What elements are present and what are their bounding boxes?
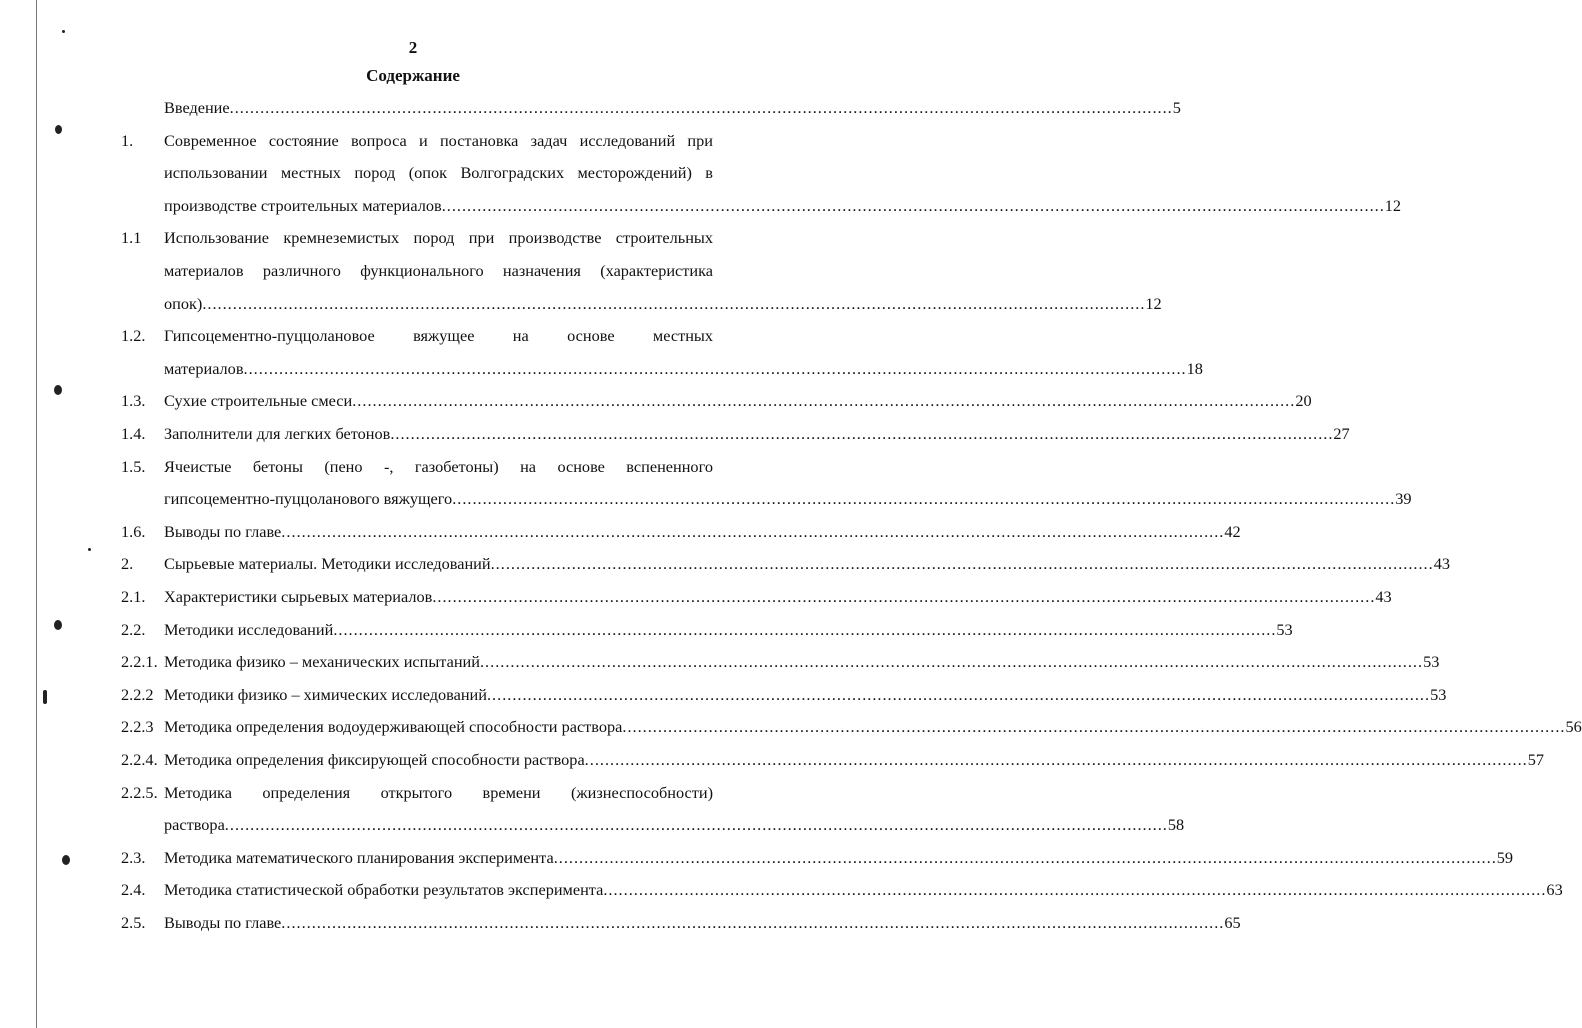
scan-speck [54, 385, 62, 395]
toc-entry-number: 2.2.2 [121, 684, 154, 704]
toc-entry-line-with-page [164, 585, 1392, 609]
dot-leader: .......................................................................................................................................................................................... [243, 358, 1187, 378]
dot-leader: .......................................................................................................................................................................................... [224, 815, 1168, 835]
dot-leader: .......................................................................................................................................................................................... [352, 391, 1296, 411]
toc-entry-number: 2.2.1. [121, 652, 158, 672]
toc-entry-line-with-page [164, 357, 1203, 381]
toc-entry-title: Методика определения водоудерживающей способности раствора [164, 717, 623, 737]
toc-entry-line: использовании местных пород (опок Волгоградских месторождений) в [164, 163, 713, 183]
toc-entry-number: 2.2.5. [121, 782, 158, 802]
dot-leader: .......................................................................................................................................................................................... [622, 717, 1566, 737]
toc-entry-title: раствора [164, 815, 225, 835]
toc-entry-title: Сухие строительные смеси [164, 391, 353, 411]
toc-entry-title: производстве строительных материалов [164, 195, 442, 215]
toc-entry-title: гипсоцементно-пуццоланового вяжущего [164, 489, 453, 509]
dot-leader: .......................................................................................................................................................................................... [333, 619, 1277, 639]
toc-entry-line-with-page [164, 292, 1162, 316]
scan-speck [62, 30, 65, 33]
toc-entry-line: Современное состояние вопроса и постановка задач исследований при [164, 130, 713, 150]
dot-leader: .......................................................................................................................................................................................... [432, 587, 1376, 606]
toc-entry-line: Ячеистые бетоны (пено -, газобетоны) на основе вспененного [164, 456, 713, 476]
toc-entry-title: Методика статистической обработки результатов эксперимента [164, 880, 604, 900]
toc-entry-title: Методика физико – механических испытаний [164, 652, 480, 672]
toc-entry-number: 2.2.3 [121, 717, 154, 737]
toc-page-number: 42 [1224, 521, 1241, 541]
toc-entry-title: материалов [164, 358, 244, 378]
dot-leader: .......................................................................................................................................................................................... [281, 521, 1225, 541]
toc-entry-number: 1.2. [121, 326, 146, 346]
toc-entry-line: Гипсоцементно-пуццолановое вяжущее на основе местных [164, 326, 713, 346]
toc-page-number: 39 [1395, 489, 1412, 509]
toc-entry-title: Введение [164, 98, 230, 117]
toc-page-number: 43 [1375, 587, 1392, 606]
toc-entry-line-with-page [164, 813, 1185, 837]
toc-page-number: 27 [1333, 424, 1350, 443]
toc-entry-number: 2.5. [121, 913, 146, 932]
toc-entry-line-with-page [164, 422, 1350, 446]
toc-entry-number: 1.1 [121, 228, 142, 248]
toc-page-number: 58 [1167, 815, 1185, 835]
toc-entry-number: 1. [121, 130, 134, 150]
toc-entry-line-with-page [164, 618, 1293, 642]
scan-speck [88, 548, 91, 551]
toc-entry-title: Характеристики сырьевых материалов [164, 587, 433, 606]
toc-entry-title: опок) [164, 293, 203, 313]
toc-page-number: 43 [1433, 554, 1450, 574]
toc-entry-number: 1.5. [121, 456, 146, 476]
dot-leader: .......................................................................................................................................................................................... [452, 489, 1396, 509]
dot-leader: .......................................................................................................................................................................................... [441, 195, 1385, 215]
toc-entry-number: 2.2. [121, 619, 146, 639]
toc-entry-line-with-page [164, 487, 1412, 511]
dot-leader: .......................................................................................................................................................................................... [281, 913, 1225, 932]
scan-speck [62, 855, 70, 865]
dot-leader: .......................................................................................................................................................................................... [202, 293, 1146, 313]
toc-entry-line: Использование кремнеземистых пород при производстве строительных [164, 228, 713, 248]
toc-entry-title: Выводы по главе [164, 913, 282, 932]
toc-entry-number: 1.3. [121, 391, 146, 411]
toc-page-number: 12 [1384, 195, 1402, 215]
toc-entry-title: Методика определения фиксирующей способности раствора [164, 750, 585, 769]
toc-entry-number: 1.6. [121, 521, 146, 541]
toc-entry-title: Методики физико – химических исследований [164, 684, 487, 704]
scan-speck [55, 125, 62, 134]
dot-leader: .......................................................................................................................................................................................... [390, 424, 1334, 443]
toc-page-number: 56 [1565, 717, 1582, 737]
toc-entry-line-with-page [164, 520, 1241, 544]
toc-entry-title: Методика математического планирования эксперимента [164, 847, 554, 867]
scan-margin-line [36, 0, 37, 1028]
dot-leader: .......................................................................................................................................................................................... [584, 750, 1528, 769]
scan-speck [54, 620, 62, 630]
toc-entry-title: Выводы по главе [164, 521, 282, 541]
toc-page-number: 53 [1276, 619, 1293, 639]
toc-entry-line: Методика определения открытого времени (жизнеспособности) [164, 782, 713, 802]
toc-entry-number: 2. [121, 554, 134, 574]
dot-leader: .......................................................................................................................................................................................... [479, 652, 1424, 672]
toc-entry-line-with-page [164, 194, 1402, 218]
toc-entry-line-with-page [164, 911, 1241, 935]
dot-leader: .......................................................................................................................................................................................... [486, 684, 1431, 704]
toc-entry-line-with-page [164, 878, 1563, 902]
dot-leader: .......................................................................................................................................................................................... [229, 98, 1173, 117]
toc-page-number: 53 [1423, 652, 1440, 672]
toc-entry-number: 2.4. [121, 880, 146, 900]
toc-entry-line-with-page [164, 650, 1440, 674]
toc-page-number: 5 [1172, 98, 1181, 117]
scan-speck [43, 690, 47, 704]
toc-entry-line-with-page [164, 715, 1582, 739]
toc-entry-number: 2.3. [121, 847, 146, 867]
dot-leader: .......................................................................................................................................................................................... [553, 847, 1497, 867]
dot-leader: .......................................................................................................................................................................................... [490, 554, 1434, 574]
toc-entry-title: Сырьевые материалы. Методики исследований [164, 554, 491, 574]
toc-page-number: 18 [1186, 358, 1203, 378]
page-number: 2 [408, 38, 418, 57]
toc-entry-number: 2.2.4. [121, 750, 158, 769]
toc-page-number: 59 [1496, 847, 1514, 867]
toc-page-number: 63 [1546, 880, 1563, 900]
toc-entry-number: 2.1. [121, 587, 146, 606]
toc-page-number: 57 [1527, 750, 1545, 769]
toc-page-number: 53 [1430, 684, 1447, 704]
toc-entry-line-with-page [164, 748, 1545, 772]
toc-page-number: 20 [1295, 391, 1312, 411]
toc-entry-line-with-page [164, 96, 1181, 120]
toc-entry-title: Заполнители для легких бетонов [164, 424, 391, 443]
toc-entry-title: Методики исследований [164, 619, 334, 639]
toc-entry-line-with-page [164, 683, 1447, 707]
dot-leader: .......................................................................................................................................................................................... [603, 880, 1547, 900]
toc-page-number: 12 [1145, 293, 1162, 313]
toc-entry-line-with-page [164, 389, 1312, 413]
toc-entry-number: 1.4. [121, 424, 146, 443]
toc-entry-line: материалов различного функционального назначения (характеристика [164, 261, 713, 280]
toc-entry-line-with-page [164, 846, 1514, 870]
toc-page-number: 65 [1224, 913, 1241, 932]
page-title: Содержание [366, 66, 460, 85]
toc-entry-line-with-page [164, 552, 1450, 576]
